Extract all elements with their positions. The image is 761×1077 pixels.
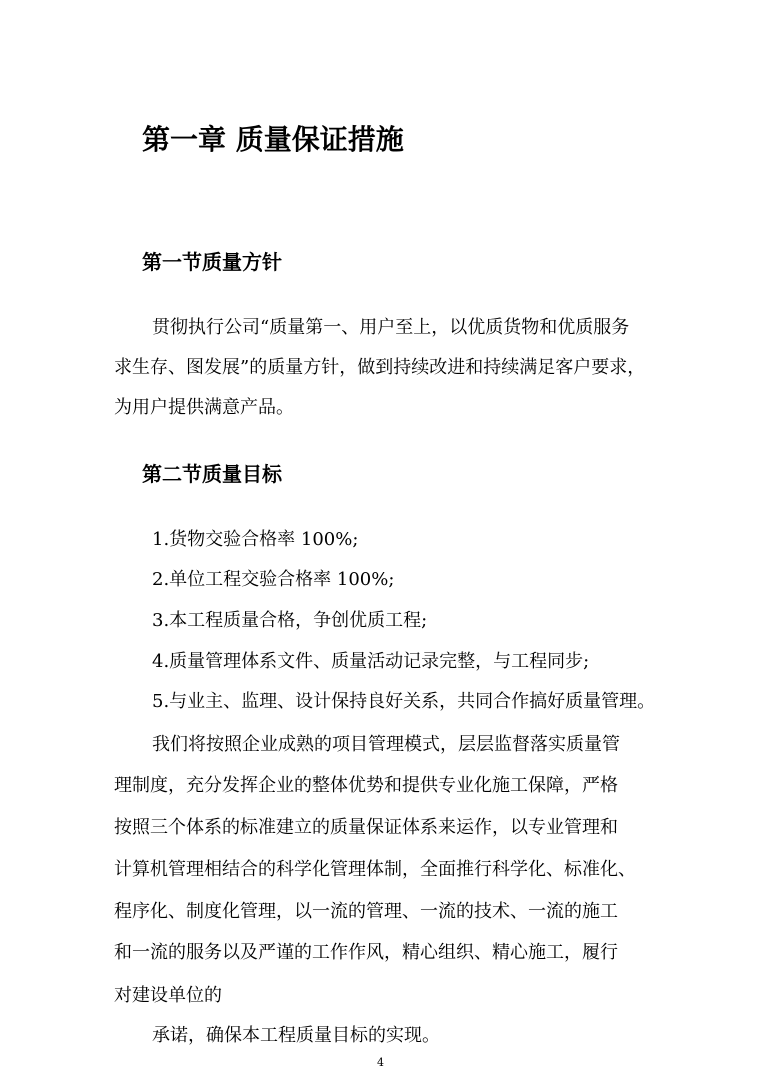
commitment-paragraph-line: 和一流的服务以及严谨的工作作风，精心组织、精心施工，履行 (114, 942, 618, 963)
policy-paragraph-line: 为用户提供满意产品。 (114, 397, 294, 418)
commitment-paragraph-line: 按照三个体系的标准建立的质量保证体系来运作，以专业管理和 (114, 817, 618, 838)
objective-list-item: 2.单位工程交验合格率 100%; (152, 569, 395, 590)
commitment-paragraph-line: 理制度，充分发挥企业的整体优势和提供专业化施工保障，严格 (114, 775, 618, 796)
section-title-quality-policy: 第一节质量方针 (142, 250, 282, 274)
commitment-paragraph-line: 我们将按照企业成熟的项目管理模式，层层监督落实质量管 (152, 734, 620, 755)
objective-list-item: 4.质量管理体系文件、质量活动记录完整，与工程同步; (152, 651, 590, 672)
commitment-paragraph-line: 承诺，确保本工程质量目标的实现。 (152, 1025, 440, 1046)
page-number: 4 (377, 1056, 384, 1069)
commitment-paragraph-line: 程序化、制度化管理，以一流的管理、一流的技术、一流的施工 (114, 901, 618, 922)
commitment-paragraph-line: 对建设单位的 (114, 985, 222, 1006)
section-title-quality-objectives: 第二节质量目标 (142, 462, 282, 486)
commitment-paragraph-line: 计算机管理相结合的科学化管理体制，全面推行科学化、标准化、 (114, 859, 636, 880)
chapter-title: 第一章 质量保证措施 (142, 123, 404, 156)
policy-paragraph-line: 贯彻执行公司“质量第一、用户至上，以优质货物和优质服务 (152, 317, 630, 338)
objective-list-item: 3.本工程质量合格，争创优质工程; (152, 610, 428, 631)
objective-list-item: 1.货物交验合格率 100%; (152, 529, 359, 550)
objective-list-item: 5.与业主、监理、设计保持良好关系，共同合作搞好质量管理。 (152, 691, 656, 712)
policy-paragraph-line: 求生存、图发展”的质量方针，做到持续改进和持续满足客户要求， (114, 357, 646, 378)
